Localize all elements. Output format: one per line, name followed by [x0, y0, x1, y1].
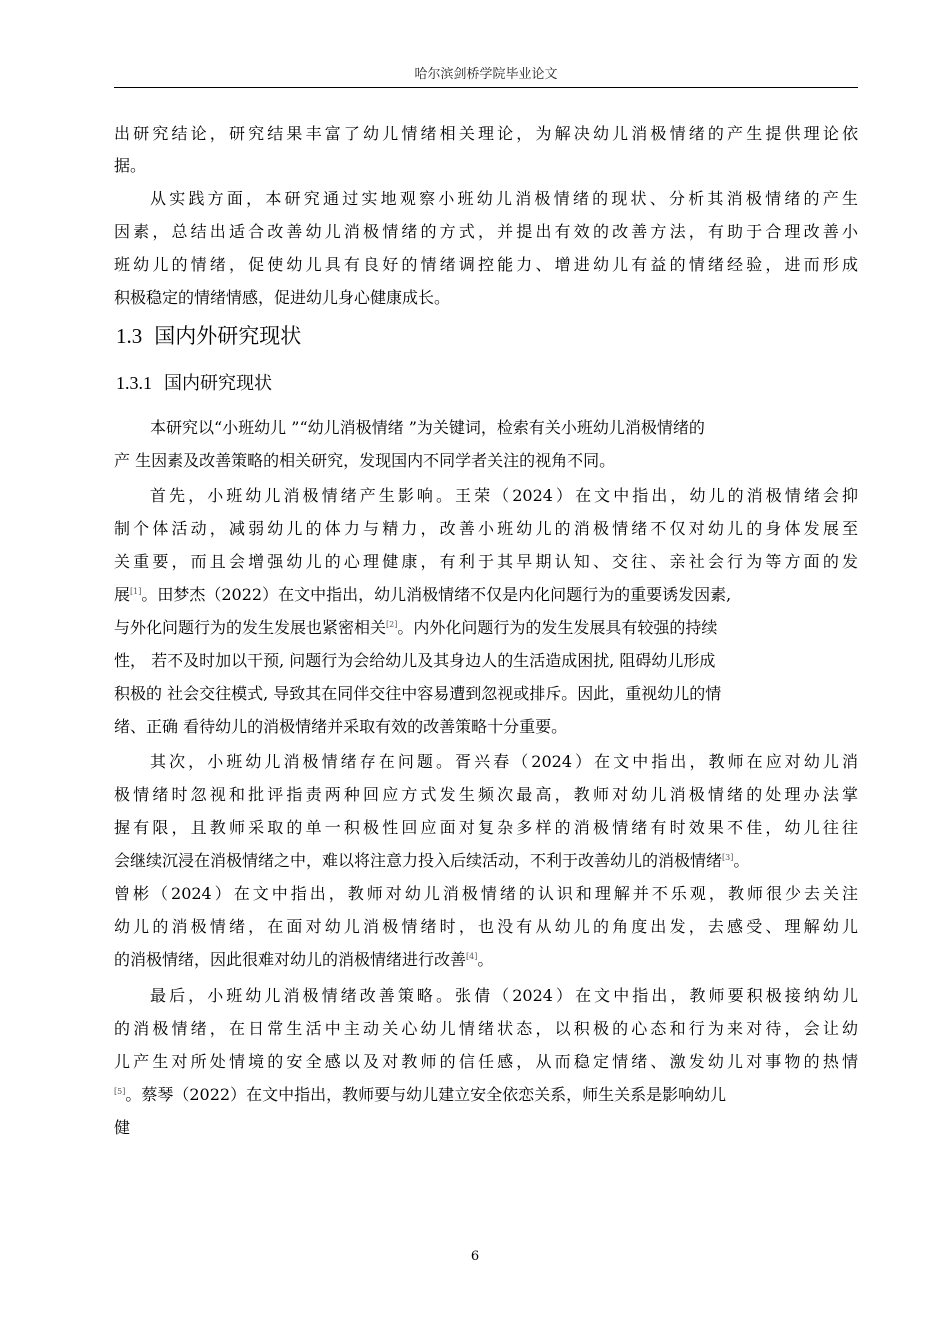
body-text: 与外化问题行为的发生发展也紧密相关 [114, 618, 387, 637]
body-line: 从实践方面，本研究通过实地观察小班幼儿消极情绪的现状、分析其消极情绪的产生 [150, 189, 858, 208]
body-line: 关重要，而且会增强幼儿的心理健康，有利于其早期认知、交往、亲社会行为等方面的发 [114, 552, 858, 571]
body-line: 首先，小班幼儿消极情绪产生影响。王荣（2024）在文中指出，幼儿的消极情绪会抑 [150, 486, 858, 505]
body-line: 本研究以“小班幼儿 ”“幼儿消极情绪 ”为关键词，检索有关小班幼儿消极情绪的 [150, 418, 705, 437]
body-line: 制个体活动，减弱幼儿的体力与精力，改善小班幼儿的消极情绪不仅对幼儿的身体发展至 [114, 519, 858, 538]
body-line: 产 生因素及改善策略的相关研究，发现国内不同学者关注的视角不同。 [114, 451, 616, 470]
body-line: 儿产生对所处情境的安全感以及对教师的信任感，从而稳定情绪、激发幼儿对事物的热情 [114, 1052, 858, 1071]
body-line-with-citation [114, 1084, 858, 1106]
body-line-with-citation [114, 584, 858, 606]
body-line: 最后，小班幼儿消极情绪改善策略。张倩（2024）在文中指出，教师要积极接纳幼儿 [150, 986, 858, 1005]
body-text: 的消极情绪，因此很难对幼儿的消极情绪进行改善 [114, 950, 467, 969]
citation-ref-4: [4] [466, 952, 478, 961]
section-heading-1-3-1 [116, 371, 272, 396]
body-line-with-citation [114, 949, 858, 971]
body-line: 的消极情绪，在日常生活中主动关心幼儿情绪状态，以积极的心态和行为来对待，会让幼 [114, 1019, 858, 1038]
body-text: 会继续沉浸在消极情绪之中，难以将注意力投入后续活动，不利于改善幼儿的消极情绪 [114, 851, 723, 870]
body-text: 。 [477, 950, 494, 969]
page-header-title: 哈尔滨剑桥学院毕业论文 [414, 67, 558, 82]
body-line: 积极的 社会交往模式, 导致其在同伴交往中容易遭到忽视或排斥。因此，重视幼儿的情 [114, 684, 722, 703]
body-line: 曾彬（2024）在文中指出，教师对幼儿消极情绪的认识和理解并不乐观，教师很少去关注 [114, 884, 858, 903]
body-line: 班幼儿的情绪，促使幼儿具有良好的情绪调控能力、增进幼儿有益的情绪经验，进而形成 [114, 255, 858, 274]
body-line: 幼儿的消极情绪，在面对幼儿消极情绪时，也没有从幼儿的角度出发，去感受、理解幼儿 [114, 917, 858, 936]
body-line: 性， 若不及时加以干预, 问题行为会给幼儿及其身边人的生活造成困扰, 阻碍幼儿形成 [114, 651, 716, 670]
body-line-with-citation [114, 850, 858, 872]
body-line: 因素，总结出适合改善幼儿消极情绪的方式，并提出有效的改善方法，有助于合理改善小 [114, 222, 858, 241]
body-text: 。蔡琴（2022）在文中指出，教师要与幼儿建立安全依恋关系，师生关系是影响幼儿 [125, 1085, 727, 1104]
body-text: 。内外化问题行为的发生发展具有较强的持续 [397, 618, 718, 637]
section-number: 1.3 [116, 324, 143, 348]
body-text: 。 [733, 851, 750, 870]
body-line: 其次，小班幼儿消极情绪存在问题。胥兴春（2024）在文中指出，教师在应对幼儿消 [150, 752, 858, 771]
body-line: 积极稳定的情绪情感，促进幼儿身心健康成长。 [114, 288, 451, 307]
section-heading-1-3 [116, 322, 301, 350]
citation-ref-1: [1] [130, 587, 142, 596]
header-divider [114, 87, 858, 88]
body-line: 握有限，且教师采取的单一积极性回应面对复杂多样的消极情绪有时效果不佳，幼儿往往 [114, 818, 858, 837]
citation-ref-5: [5] [114, 1087, 126, 1096]
page-number: 6 [470, 1249, 480, 1264]
citation-ref-2: [2] [386, 620, 398, 629]
body-text: 展 [114, 585, 131, 604]
body-line: 出研究结论，研究结果丰富了幼儿情绪相关理论，为解决幼儿消极情绪的产生提供理论依 [114, 124, 858, 143]
citation-ref-3: [3] [722, 853, 734, 862]
body-line-with-citation [114, 617, 858, 639]
body-line: 绪、正确 看待幼儿的消极情绪并采取有效的改善策略十分重要。 [114, 717, 568, 736]
body-text: 。田梦杰（2022）在文中指出，幼儿消极情绪不仅是内化问题行为的重要诱发因素, [141, 585, 732, 604]
body-line: 健 [114, 1118, 131, 1137]
section-title: 国内外研究现状 [154, 324, 302, 348]
body-line: 极情绪时忽视和批评指责两种回应方式发生频次最高，教师对幼儿消极情绪的处理办法掌 [114, 785, 858, 804]
subsection-title: 国内研究现状 [164, 373, 272, 394]
body-line: 据。 [114, 156, 147, 175]
subsection-number: 1.3.1 [116, 373, 152, 393]
